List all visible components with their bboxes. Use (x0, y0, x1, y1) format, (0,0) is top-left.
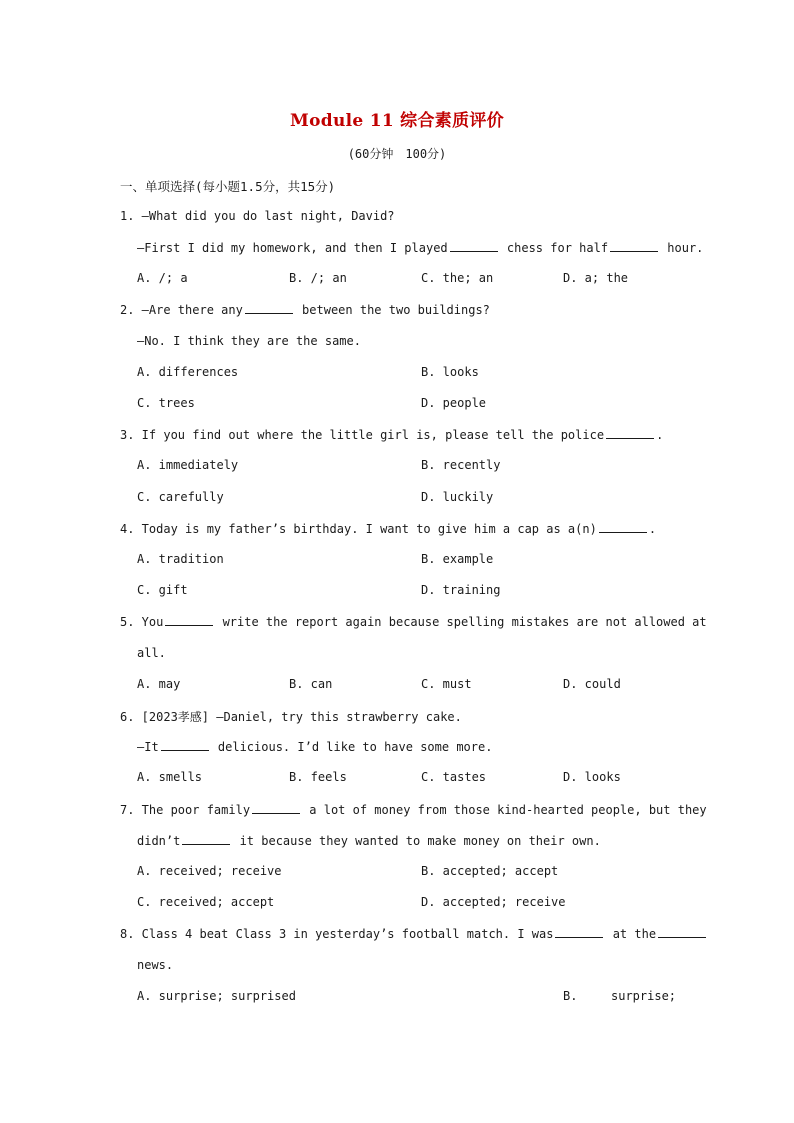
option-b: B. /; an (289, 271, 347, 285)
option-b: B. (563, 989, 578, 1003)
question-text: 5. You (120, 615, 164, 629)
option-d: D. a; the (563, 271, 629, 285)
question-text: —No. I think they are the same. (137, 334, 361, 348)
question-5-stem (120, 614, 707, 629)
question-4-stem (120, 521, 676, 536)
question-text: didn’t (137, 834, 181, 848)
question-text: at the (605, 927, 657, 941)
question-text: write the report again because spelling mistakes are not allowed at (215, 615, 707, 629)
option-b: B. accepted; accept (421, 864, 559, 878)
answer-blank (165, 614, 213, 626)
page-subtitle: (60分钟 100分) (347, 147, 447, 161)
answer-blank (610, 240, 658, 252)
option-a: A. immediately (137, 458, 239, 472)
option-c: C. tastes (421, 770, 487, 784)
option-c: C. the; an (421, 271, 494, 285)
option-d: D. accepted; receive (421, 895, 566, 909)
answer-blank (245, 302, 293, 314)
option-a: A. received; receive (137, 864, 282, 878)
question-text: . (648, 522, 657, 536)
option-a: A. /; a (137, 271, 188, 285)
option-a: A. may (137, 677, 181, 691)
answer-blank (161, 739, 209, 751)
option-a: A. smells (137, 770, 203, 784)
question-1-answer-line (137, 240, 704, 255)
question-text: delicious. I’d like to have some more. (210, 740, 493, 754)
option-c: C. must (421, 677, 472, 691)
option-d: D. people (421, 396, 487, 410)
option-b: B. recently (421, 458, 501, 472)
question-text: 8. Class 4 beat Class 3 in yesterday’s football match. I was (120, 927, 554, 941)
question-7-continuation (137, 833, 693, 848)
question-text: 2. —Are there any (120, 303, 243, 317)
question-text: . (656, 428, 664, 442)
option-d: D. luckily (421, 490, 494, 504)
question-6-answer-line (137, 739, 693, 754)
question-text: a lot of money from those kind-hearted people, but they (302, 803, 707, 817)
question-text: chess for half (499, 241, 609, 255)
option-c: C. received; accept (137, 895, 275, 909)
answer-blank (555, 926, 603, 938)
question-text: 4. Today is my father’s birthday. I want to give him a cap as a(n) (120, 522, 597, 536)
option-d: D. training (421, 583, 501, 597)
question-text: all. (137, 646, 166, 660)
option-c: C. trees (137, 396, 195, 410)
option-b-text: surprise; (611, 989, 677, 1003)
answer-blank (252, 802, 300, 814)
option-b: B. looks (421, 365, 479, 379)
option-d: D. looks (563, 770, 621, 784)
question-8-continuation (137, 958, 693, 972)
question-text: hour. (660, 241, 704, 255)
question-text: 7. The poor family (120, 803, 251, 817)
answer-blank (182, 833, 230, 845)
option-d: D. could (563, 677, 621, 691)
question-text: between the two buildings? (294, 303, 490, 317)
question-1-stem (120, 209, 676, 223)
page-title: Module 11 综合素质评价 (290, 111, 504, 131)
question-2-answer-line (137, 334, 693, 348)
answer-blank (450, 240, 498, 252)
answer-blank (599, 521, 647, 533)
question-6-stem (120, 708, 676, 725)
question-text: news. (137, 958, 174, 972)
option-a: A. surprise; surprised (137, 989, 296, 1003)
question-8-stem (120, 926, 676, 941)
option-a: A. tradition (137, 552, 224, 566)
answer-blank (658, 926, 706, 938)
question-text: 6. [2023孝感] —Daniel, try this strawberry cake. (120, 710, 462, 724)
question-text: 3. If you find out where the little girl is, please tell the police (120, 428, 605, 442)
question-3-stem (120, 427, 676, 442)
section-heading: 一、单项选择(每小题1.5分，共15分) (120, 179, 336, 194)
option-a: A. differences (137, 365, 239, 379)
option-b: B. example (421, 552, 494, 566)
option-b: B. feels (289, 770, 347, 784)
question-text: —It (137, 740, 159, 754)
option-c: C. carefully (137, 490, 224, 504)
question-5-continuation (137, 646, 693, 660)
question-text: —First I did my homework, and then I played (137, 241, 448, 255)
question-2-stem (120, 302, 676, 317)
question-text: 1. —What did you do last night, David? (120, 209, 395, 223)
option-b: B. can (289, 677, 333, 691)
answer-blank (606, 427, 654, 439)
option-c: C. gift (137, 583, 188, 597)
question-7-stem (120, 802, 707, 817)
question-text: it because they wanted to make money on their own. (232, 834, 601, 848)
